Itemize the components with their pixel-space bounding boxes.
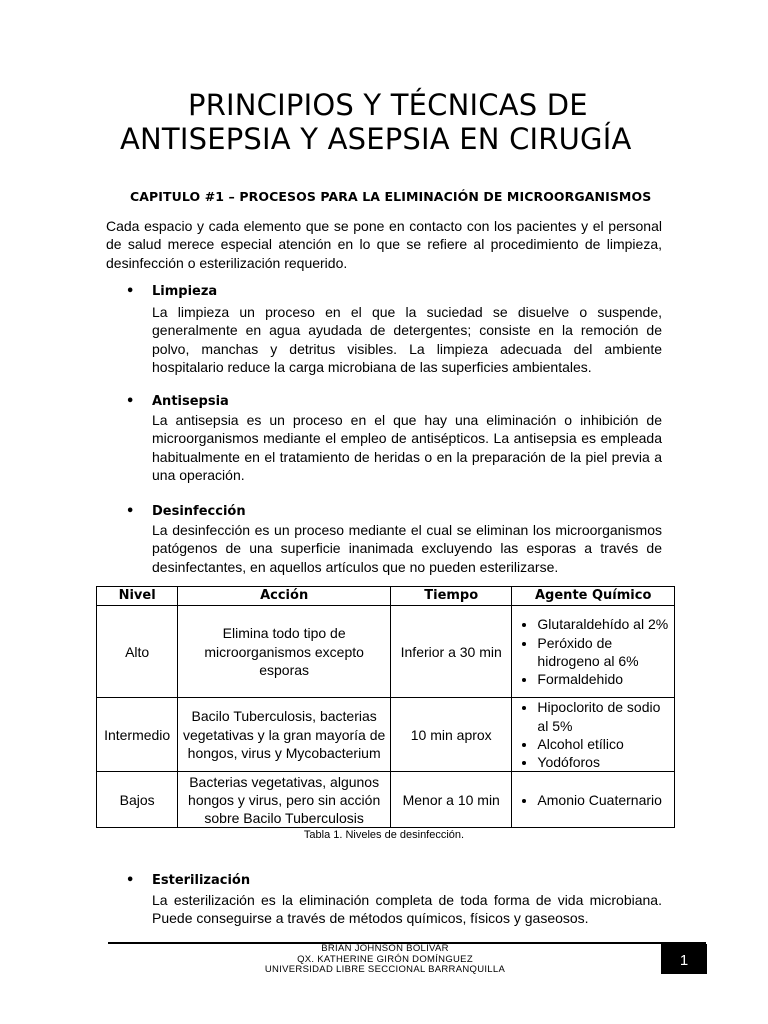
cell-agentes	[512, 606, 675, 698]
section-body-esterilizacion: La esterilización es la eliminación completa de toda forma de vida microbiana. Puede conseguirse a través de métodos químicos, físicos y gaseosos.	[152, 892, 662, 927]
title-line-2: ANTISEPSIA Y ASEPSIA EN CIRUGÍA	[120, 122, 632, 156]
bullet-icon: •	[126, 873, 135, 888]
cell-accion	[178, 606, 391, 698]
cell-nivel: Alto	[97, 606, 178, 698]
cell-nivel: Intermedio	[97, 698, 178, 772]
list-item: • Alcohol etílico	[537, 735, 671, 753]
list-item: • Yodóforos	[537, 753, 671, 771]
column-header-nivel: Nivel	[97, 587, 178, 606]
section-heading-limpieza	[126, 284, 217, 299]
column-header-accion: Acción	[178, 587, 391, 606]
agent-list	[515, 698, 671, 771]
cell-nivel: Bajos	[97, 772, 178, 828]
section-title: Esterilización	[152, 873, 251, 888]
cell-tiempo: Menor a 10 min	[391, 772, 512, 828]
cell-tiempo: Inferior a 30 min	[391, 606, 512, 698]
footer-institution: UNIVERSIDAD LIBRE SECCIONAL BARRANQUILLA	[264, 964, 506, 975]
bullet-icon: •	[126, 284, 135, 299]
section-body-antisepsia: La antisepsia es un proceso en el que hay una eliminación o inhibición de microorganismos mediante el empleo de antisépticos. La antisepsia es empleada habitualmente en el tratamiento de heridas o en la preparación de la piel previa a una operación.	[152, 412, 662, 483]
table-row	[97, 606, 675, 698]
cell-accion: Bacterias vegetativas, algunos hongos y virus, pero sin acción sobre Bacilo Tuberculosis	[178, 772, 391, 828]
agent-list	[515, 791, 671, 809]
section-title: Limpieza	[152, 284, 218, 299]
table-row	[97, 698, 675, 772]
bullet-icon: •	[126, 394, 135, 409]
cell-agentes	[512, 698, 675, 772]
section-body-desinfeccion: La desinfección es un proceso mediante el cual se eliminan los microorganismos patógenos de una superficie inanimada excluyendo las esporas a través de desinfectantes, en aquellos artículos que no pueden esterilizarse.	[152, 522, 662, 575]
section-heading-esterilizacion	[126, 873, 250, 888]
cell-accion: Bacilo Tuberculosis, bacterias vegetativas y la gran mayoría de hongos, virus y Mycobacterium	[178, 698, 391, 772]
footer-author-1: BRIAN JOHNSON BOLÍVAR	[321, 943, 449, 954]
list-item: • Glutaraldehído al 2%	[537, 615, 671, 633]
section-heading-desinfeccion	[126, 504, 246, 519]
table-row	[97, 772, 675, 828]
list-item: • Formaldehido	[537, 670, 671, 688]
agent-list	[515, 615, 671, 688]
title-line-1: PRINCIPIOS Y TÉCNICAS DE	[188, 88, 588, 122]
section-title: Antisepsia	[152, 394, 229, 409]
document-title	[120, 88, 680, 156]
column-header-agente: Agente Químico	[512, 587, 675, 606]
section-heading-antisepsia	[126, 394, 229, 409]
table-header-row	[97, 587, 675, 606]
page-number: 1	[661, 944, 707, 974]
chapter-heading: CAPITULO #1 – PROCESOS PARA LA ELIMINACIÓN DE MICROORGANISMOS	[130, 189, 652, 204]
section-body-limpieza: La limpieza un proceso en el que la suciedad se disuelve o suspende, generalmente en agua ayudada de detergentes; consiste en la remoción de polvo, manchas y detritus visibles. La limpieza adecuada del ambiente hospitalario reduce la carga microbiana de las superficies ambientales.	[152, 304, 662, 375]
cell-accion-text: Elimina todo tipo de microorganismos excepto esporas	[204, 625, 364, 678]
table-caption: Tabla 1. Niveles de desinfección.	[303, 829, 465, 841]
column-header-tiempo: Tiempo	[391, 587, 512, 606]
disinfection-levels-table	[96, 586, 675, 828]
list-item: • Amonio Cuaternario	[537, 791, 671, 809]
intro-paragraph: Cada espacio y cada elemento que se pone en contacto con los pacientes y el personal de salud merece especial atención en lo que se refiere al procedimiento de limpieza, desinfección o esterilización requerido.	[106, 218, 662, 271]
cell-agentes	[512, 772, 675, 828]
section-title: Desinfección	[152, 504, 246, 519]
footer-author-2: QX. KATHERINE GIRÓN DOMÍNGUEZ	[297, 953, 473, 965]
list-item: • Peróxido de hidrogeno al 6%	[537, 634, 671, 671]
bullet-icon: •	[126, 504, 135, 519]
footer	[200, 944, 570, 976]
cell-tiempo: 10 min aprox	[391, 698, 512, 772]
list-item: • Hipoclorito de sodio al 5%	[537, 698, 671, 735]
